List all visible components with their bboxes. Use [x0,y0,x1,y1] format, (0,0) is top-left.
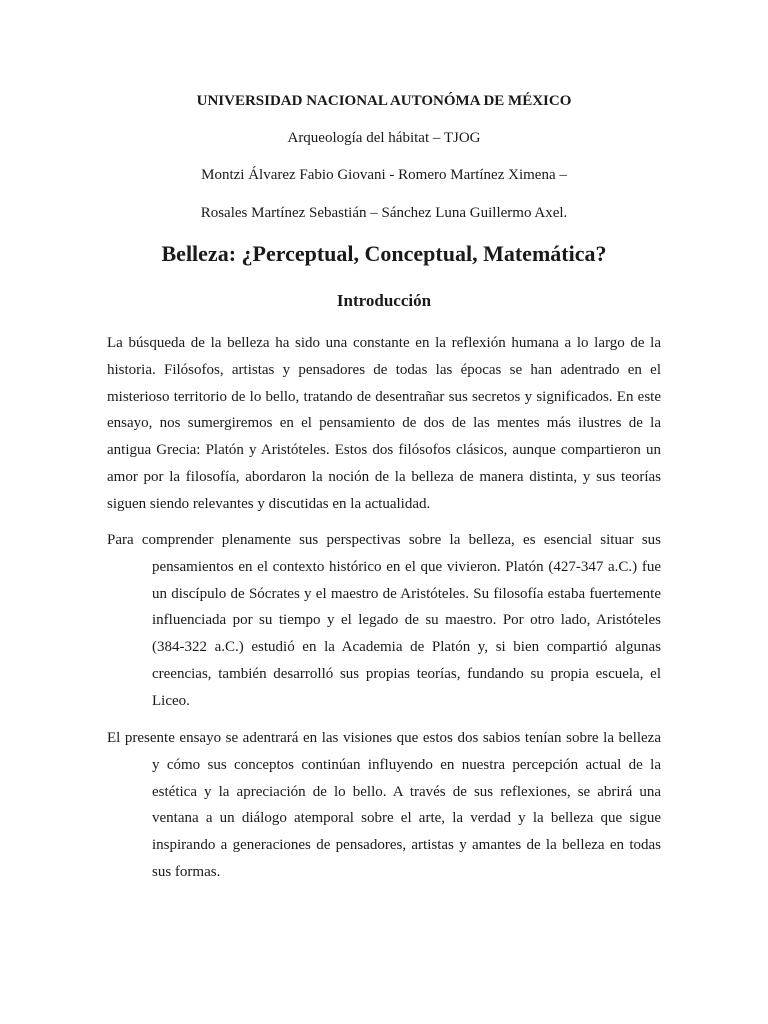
paragraph-1 [107,330,661,518]
paragraph-line: y cómo sus conceptos continúan influyendo en nuestra percepción actual de la [152,756,661,773]
paragraph-line: antigua Grecia: Platón y Aristóteles. Estos dos filósofos clásicos, aunque compartieron un [107,442,661,459]
university-name: UNIVERSIDAD NACIONAL AUTONÓMA DE MÉXICO [196,93,572,109]
paragraph-line: La búsqueda de la belleza ha sido una constante en la reflexión humana a lo largo de la [107,335,661,351]
paragraph-3 [107,725,661,886]
paragraph-line: un discípulo de Sócrates y el maestro de Aristóteles. Su filosofía estaba fuertemente [152,585,661,602]
paragraph-line: siguen siendo relevantes y discutidas en la actualidad. [107,495,431,512]
paragraph-line: (384-322 a.C.) estudió en la Academia de Platón y, si bien compartió algunas [152,639,661,656]
paragraph-line: influenciada por su tiempo y el legado de su maestro. Por otro lado, Aristóteles [152,612,661,629]
paragraph-2 [107,527,661,715]
authors-line-1: Montzi Álvarez Fabio Giovani - Romero Martínez Ximena – [201,167,567,183]
paragraph-line: sus formas. [152,863,221,880]
paragraph-line: misterioso territorio de lo bello, tratando de desentrañar sus secretos y significados. En este [107,388,661,405]
section-heading: Introducción [336,291,432,310]
document-title: Belleza: ¿Perceptual, Conceptual, Matemática? [161,241,607,266]
paragraph-line: creencias, también desarrolló sus propias teorías, fundando su propia escuela, el [152,665,661,682]
paragraph-line: El presente ensayo se adentrará en las visiones que estos dos sabios tenían sobre la belleza [107,730,661,746]
paragraph-line: Liceo. [152,692,190,709]
paragraph-line: pensamientos en el contexto histórico en el que vivieron. Platón (427-347 a.C.) fue [152,558,661,575]
paragraph-line: historia. Filósofos, artistas y pensadores de todas las épocas se han adentrado en el [107,361,661,378]
paragraph-line: ensayo, nos sumergiremos en el pensamiento de dos de las mentes más ilustres de la [107,415,661,432]
paragraph-line: ventana a un diálogo atemporal sobre el arte, la verdad y la belleza que sigue [152,810,661,827]
course-name: Arqueología del hábitat – TJOG [287,130,481,146]
paragraph-line: inspirando a generaciones de pensadores, artistas y amantes de la belleza en todas [152,837,661,854]
authors-line-2: Rosales Martínez Sebastián – Sánchez Luna Guillermo Axel. [200,205,568,221]
paragraph-line: Para comprender plenamente sus perspectivas sobre la belleza, es esencial situar sus [107,532,661,548]
paragraph-line: estética y la apreciación de lo bello. A través de sus reflexiones, se abrirá una [152,783,661,800]
paragraph-line: amor por la filosofía, abordaron la noción de la belleza de manera distinta, y sus teorías [107,468,661,485]
